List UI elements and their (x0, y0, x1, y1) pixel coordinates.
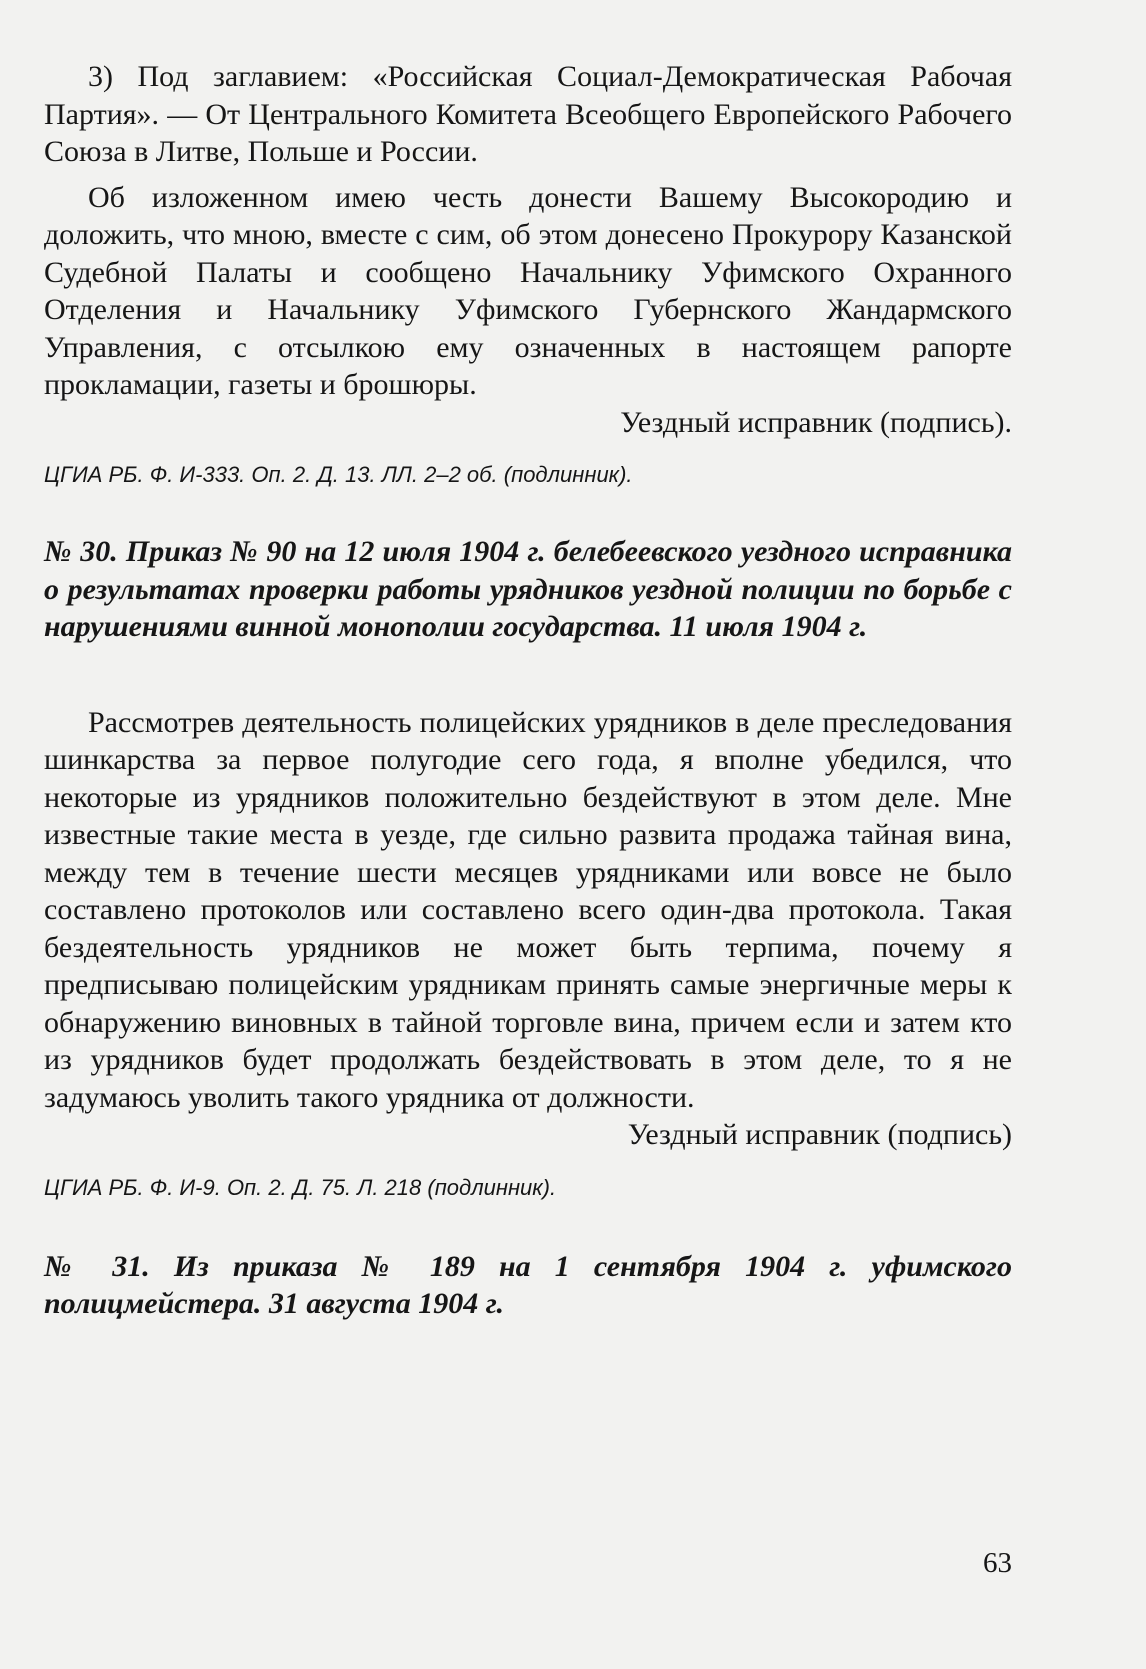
signature-ispravnik-1: Уездный исправник (подпись). (620, 405, 1012, 439)
document-31-title: № 31. Из приказа № 189 на 1 сентября 1904 г. уфимского полицмейстера. 31 августа 1904 г. (44, 1249, 1012, 1320)
paragraph-report: Об изложенном имею честь донести Вашему Высокородию и доложить, что мною, вместе с сим, об этом донесено Прокурору Казанской Судебной Палаты и сообщено Начальнику Уфимского Охранного Отделения и Начальнику Уфимского Губернского Жандармского Управления, с отсылкою ему означенных в настоящем рапорте прокламации, газеты и брошюры. (44, 180, 1012, 401)
signature-ispravnik-2: Уездный исправник (подпись) (627, 1118, 1012, 1151)
paragraph-item-3: 3) Под заглавием: «Российская Социал-Демократическая Рабочая Партия». — От Центрального Комитета Всеобщего Европейского Рабочего Союза в Литве, Польше и России. (44, 60, 1012, 168)
document-30-title: № 30. Приказ № 90 на 12 июля 1904 г. белебеевского уездного исправника о результатах проверки работы урядников уездной полиции по борьбе с нарушениями винной монополии государства. 11 июля 1904 г. (44, 535, 1012, 643)
document-page (44, 58, 1012, 1323)
document-30-body: Рассмотрев деятельность полицейских урядников в деле преследования шинкарства за первое полугодие сего года, я вполне убедился, что некоторые из урядников положительно бездействуют в этом деле. Мне известные такие места в уезде, где сильно развита продажа тайная вина, между тем в течение шести месяцев урядниками или вовсе не было составлено протоколов или составлено всего один-два протокола. Такая бездеятельность урядников не может быть терпима, почему я предписываю полицейским урядникам принять самые энергичные меры к обнаружению виновных в тайной торговле вина, причем если и затем кто из урядников будет продолжать бездействовать в этом деле, то я не задумаюсь уволить такого урядника от должности. (44, 705, 1012, 1114)
page-number: 63 (983, 1547, 1012, 1579)
archive-source-1: ЦГИА РБ. Ф. И-333. Оп. 2. Д. 13. ЛЛ. 2–2 об. (подлинник). (44, 462, 633, 487)
archive-source-2: ЦГИА РБ. Ф. И-9. Оп. 2. Д. 75. Л. 218 (подлинник). (44, 1174, 557, 1200)
